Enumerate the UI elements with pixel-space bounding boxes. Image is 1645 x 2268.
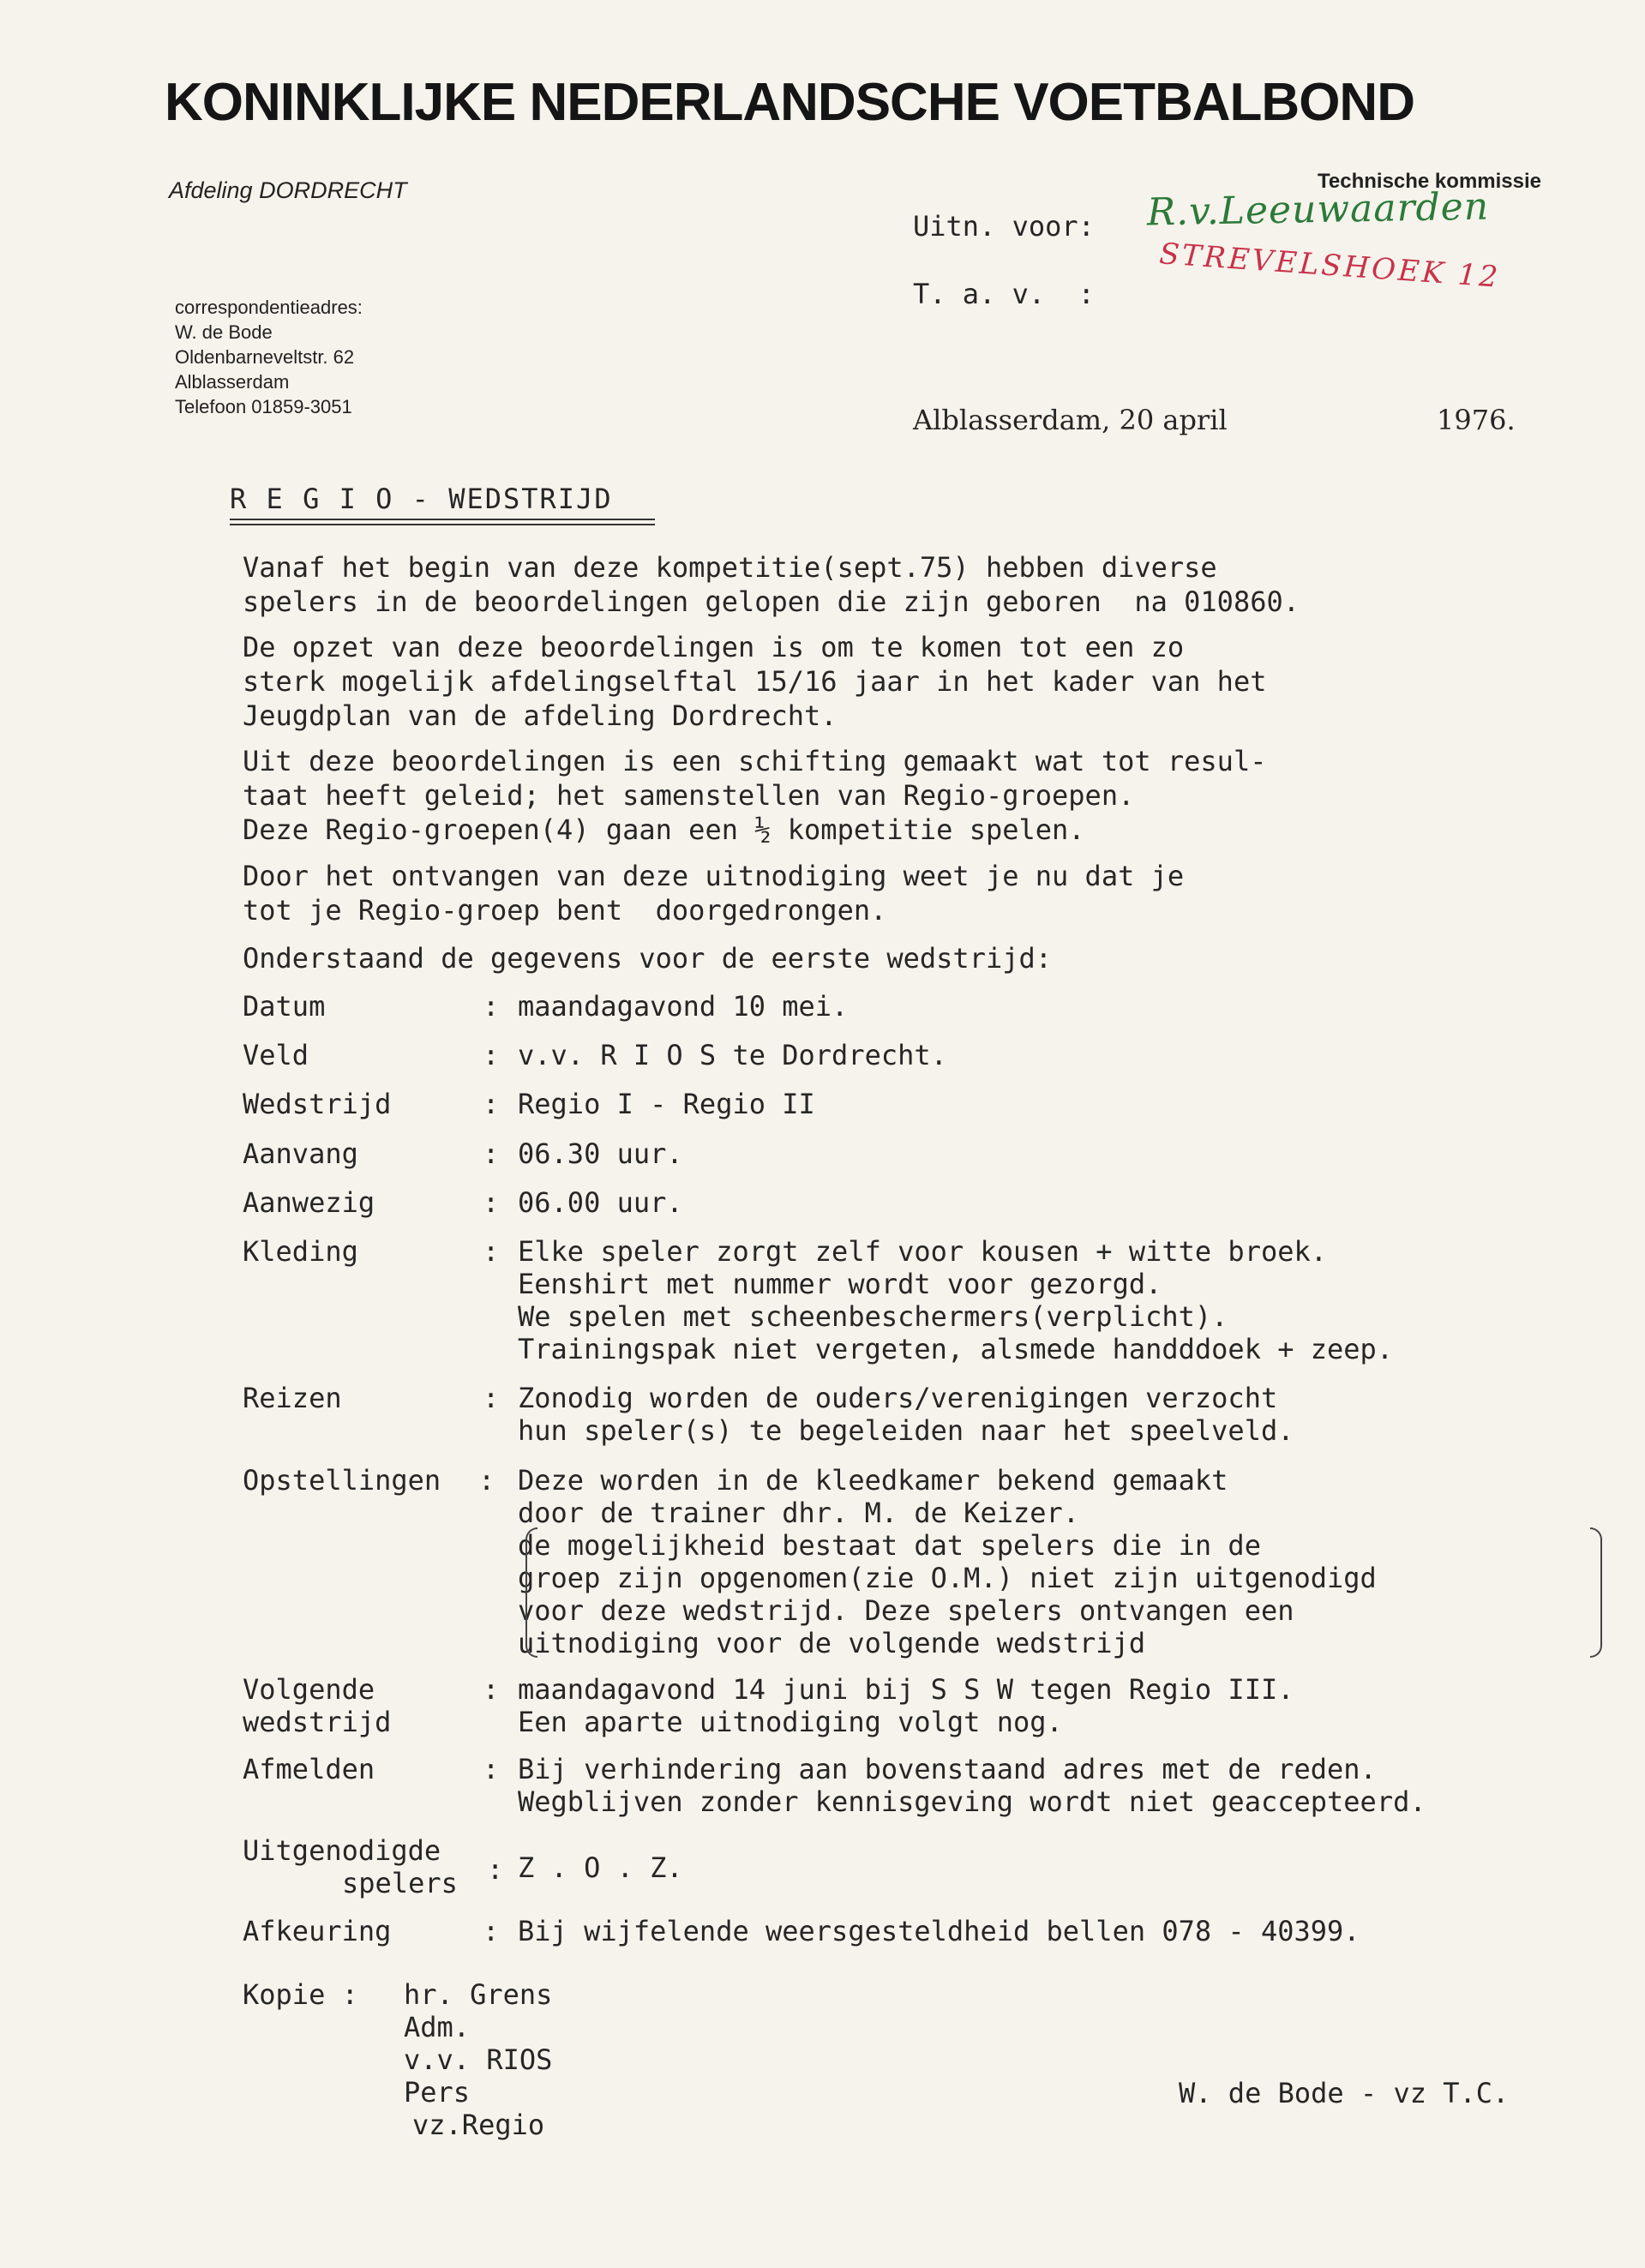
- value-line: Bij verhindering aan bovenstaand adres met de reden.: [518, 1753, 1377, 1785]
- value-line: Elke speler zorgt zelf voor kousen + witte broek.: [518, 1235, 1328, 1268]
- detail-value: Bij wijfelende weersgesteldheid bellen 078 - 40399.: [518, 1915, 1360, 1947]
- detail-value: 06.30 uur.: [518, 1137, 683, 1170]
- detail-colon: :: [483, 1753, 500, 1785]
- signature: W. de Bode - vz T.C.: [1179, 2077, 1510, 2109]
- detail-value: [518, 1382, 1294, 1447]
- para-line: tot je Regio-groep bent doorgedrongen.: [243, 894, 887, 927]
- year: 1976.: [1437, 404, 1516, 436]
- detail-label: Kleding: [243, 1235, 358, 1268]
- para-line: Jeugdplan van de afdeling Dordrecht.: [243, 699, 838, 732]
- detail-colon: :: [478, 1464, 495, 1497]
- bracket-right: [1590, 1527, 1602, 1658]
- value-line: Zonodig worden de ouders/verenigingen verzocht: [518, 1382, 1278, 1414]
- label-line: Uitgenodigde: [243, 1834, 441, 1867]
- label-line: Volgende: [243, 1673, 375, 1706]
- detail-colon: :: [483, 1673, 500, 1706]
- detail-value: maandagavond 10 mei.: [518, 990, 849, 1023]
- detail-label: Datum: [243, 990, 326, 1023]
- label-line: spelers: [342, 1867, 458, 1899]
- value-line: Wegblijven zonder kennisgeving wordt niet geaccepteerd.: [518, 1785, 1426, 1818]
- value-line: door de trainer dhr. M. de Keizer.: [518, 1497, 1080, 1529]
- para-line: sterk mogelijk afdelingselftal 15/16 jaar in het kader van het: [243, 665, 1267, 698]
- detail-label: [243, 1673, 391, 1738]
- value-line: Trainingspak niet vergeten, alsmede handddoek + zeep.: [518, 1333, 1394, 1365]
- title-underline: [230, 519, 655, 520]
- value-line: hun speler(s) te begeleiden naar het speelveld.: [518, 1414, 1294, 1447]
- bracket-left: [525, 1527, 537, 1658]
- para-line: Deze Regio-groepen(4) gaan een ½ kompetitie spelen.: [243, 813, 1085, 846]
- value-line: Een aparte uitnodiging volgt nog.: [518, 1706, 1063, 1738]
- copy-recipient: v.v. RIOS: [404, 2043, 553, 2076]
- attention-handwritten: STREVELSHOEK 12: [1158, 237, 1502, 295]
- detail-colon: :: [483, 990, 500, 1023]
- address-phone: Telefoon 01859-3051: [175, 396, 352, 417]
- copy-label: Kopie :: [243, 1978, 358, 2011]
- detail-label: Wedstrijd: [243, 1088, 392, 1120]
- detail-value: [518, 1673, 1294, 1738]
- value-line: de mogelijkheid bestaat dat spelers die in de: [518, 1529, 1261, 1562]
- recipient-handwritten: R.v.Leeuwaarden: [1146, 184, 1490, 235]
- detail-value: 06.00 uur.: [518, 1186, 683, 1219]
- detail-value: Z . O . Z.: [518, 1851, 683, 1884]
- address-city: Alblasserdam: [175, 371, 290, 393]
- copy-recipient: Pers: [404, 2076, 471, 2109]
- detail-label: Aanvang: [243, 1137, 358, 1170]
- department-name: Afdeling DORDRECHT: [169, 177, 407, 203]
- place-date: Alblasserdam, 20 april: [913, 404, 1228, 436]
- detail-label: [243, 1834, 458, 1899]
- detail-colon: :: [483, 1088, 500, 1120]
- correspondence-address: [175, 295, 363, 419]
- detail-colon: :: [483, 1235, 500, 1268]
- detail-label: Opstellingen: [243, 1464, 441, 1497]
- detail-label: Afmelden: [243, 1753, 375, 1785]
- title-underline: [230, 524, 655, 525]
- attention-label: T. a. v. :: [913, 278, 1095, 310]
- address-street: Oldenbarneveltstr. 62: [175, 346, 355, 368]
- page-title: R E G I O - WEDSTRIJD: [230, 483, 613, 515]
- paragraph-2: [243, 630, 1266, 733]
- value-line: maandagavond 14 juni bij S S W tegen Regio III.: [518, 1673, 1294, 1706]
- para-line: Door het ontvangen van deze uitnodiging weet je nu dat je: [243, 860, 1185, 892]
- detail-label: Afkeuring: [243, 1915, 392, 1947]
- detail-colon: :: [487, 1853, 504, 1886]
- address-name: W. de Bode: [175, 321, 273, 343]
- detail-value: v.v. R I O S te Dordrecht.: [518, 1039, 947, 1071]
- copy-recipient: vz.Regio: [412, 2109, 545, 2141]
- detail-colon: :: [483, 1186, 500, 1219]
- committee-name: Technische kommissie: [1318, 170, 1541, 193]
- para-line: Vanaf het begin van deze kompetitie(sept.75) hebben diverse: [243, 551, 1217, 584]
- copy-recipients: [404, 1978, 552, 2141]
- paragraph-1: [243, 550, 1300, 619]
- paragraph-3: [243, 744, 1266, 847]
- label-line: wedstrijd: [243, 1706, 392, 1738]
- detail-value: Regio I - Regio II: [518, 1088, 815, 1120]
- paragraph-4: [243, 859, 1184, 927]
- detail-colon: :: [483, 1039, 500, 1071]
- value-line: Deze worden in de kleedkamer bekend gemaakt: [518, 1464, 1228, 1497]
- value-line: Eenshirt met nummer wordt voor gezorgd.: [518, 1268, 1162, 1300]
- detail-value: [518, 1753, 1426, 1818]
- value-line: voor deze wedstrijd. Deze spelers ontvangen een: [518, 1594, 1294, 1627]
- organisation-name: KONINKLIJKE NEDERLANDSCHE VOETBALBOND: [165, 73, 1414, 132]
- detail-colon: :: [483, 1137, 500, 1170]
- para-line: Uit deze beoordelingen is een schifting gemaakt wat tot resul-: [243, 745, 1267, 777]
- detail-label: Reizen: [243, 1382, 342, 1414]
- address-heading: correspondentieadres:: [175, 297, 363, 318]
- copy-recipient: hr. Grens: [404, 1978, 553, 2011]
- value-line: We spelen met scheenbeschermers(verplicht).: [518, 1300, 1228, 1333]
- para-line: taat heeft geleid; het samenstellen van Regio-groepen.: [243, 779, 1135, 812]
- detail-colon: :: [483, 1382, 500, 1414]
- detail-label: Veld: [243, 1039, 309, 1071]
- copy-list: [243, 1978, 553, 2141]
- para-line: De opzet van deze beoordelingen is om te komen tot een zo: [243, 631, 1185, 663]
- detail-value: [518, 1235, 1393, 1365]
- copy-recipient: Adm.: [404, 2011, 471, 2043]
- recipient-label: Uitn. voor:: [913, 210, 1095, 243]
- para-line: spelers in de beoordelingen gelopen die zijn geboren na 010860.: [243, 585, 1300, 618]
- value-line: groep zijn opgenomen(zie O.M.) niet zijn uitgenodigd: [518, 1562, 1377, 1594]
- details-intro: Onderstaand de gegevens voor de eerste wedstrijd:: [243, 942, 1053, 975]
- value-line: uitnodiging voor de volgende wedstrijd: [518, 1627, 1146, 1659]
- detail-value: [518, 1464, 1377, 1659]
- detail-label: Aanwezig: [243, 1186, 375, 1219]
- detail-row-opstellingen: [243, 1464, 1377, 1659]
- detail-colon: :: [483, 1915, 500, 1947]
